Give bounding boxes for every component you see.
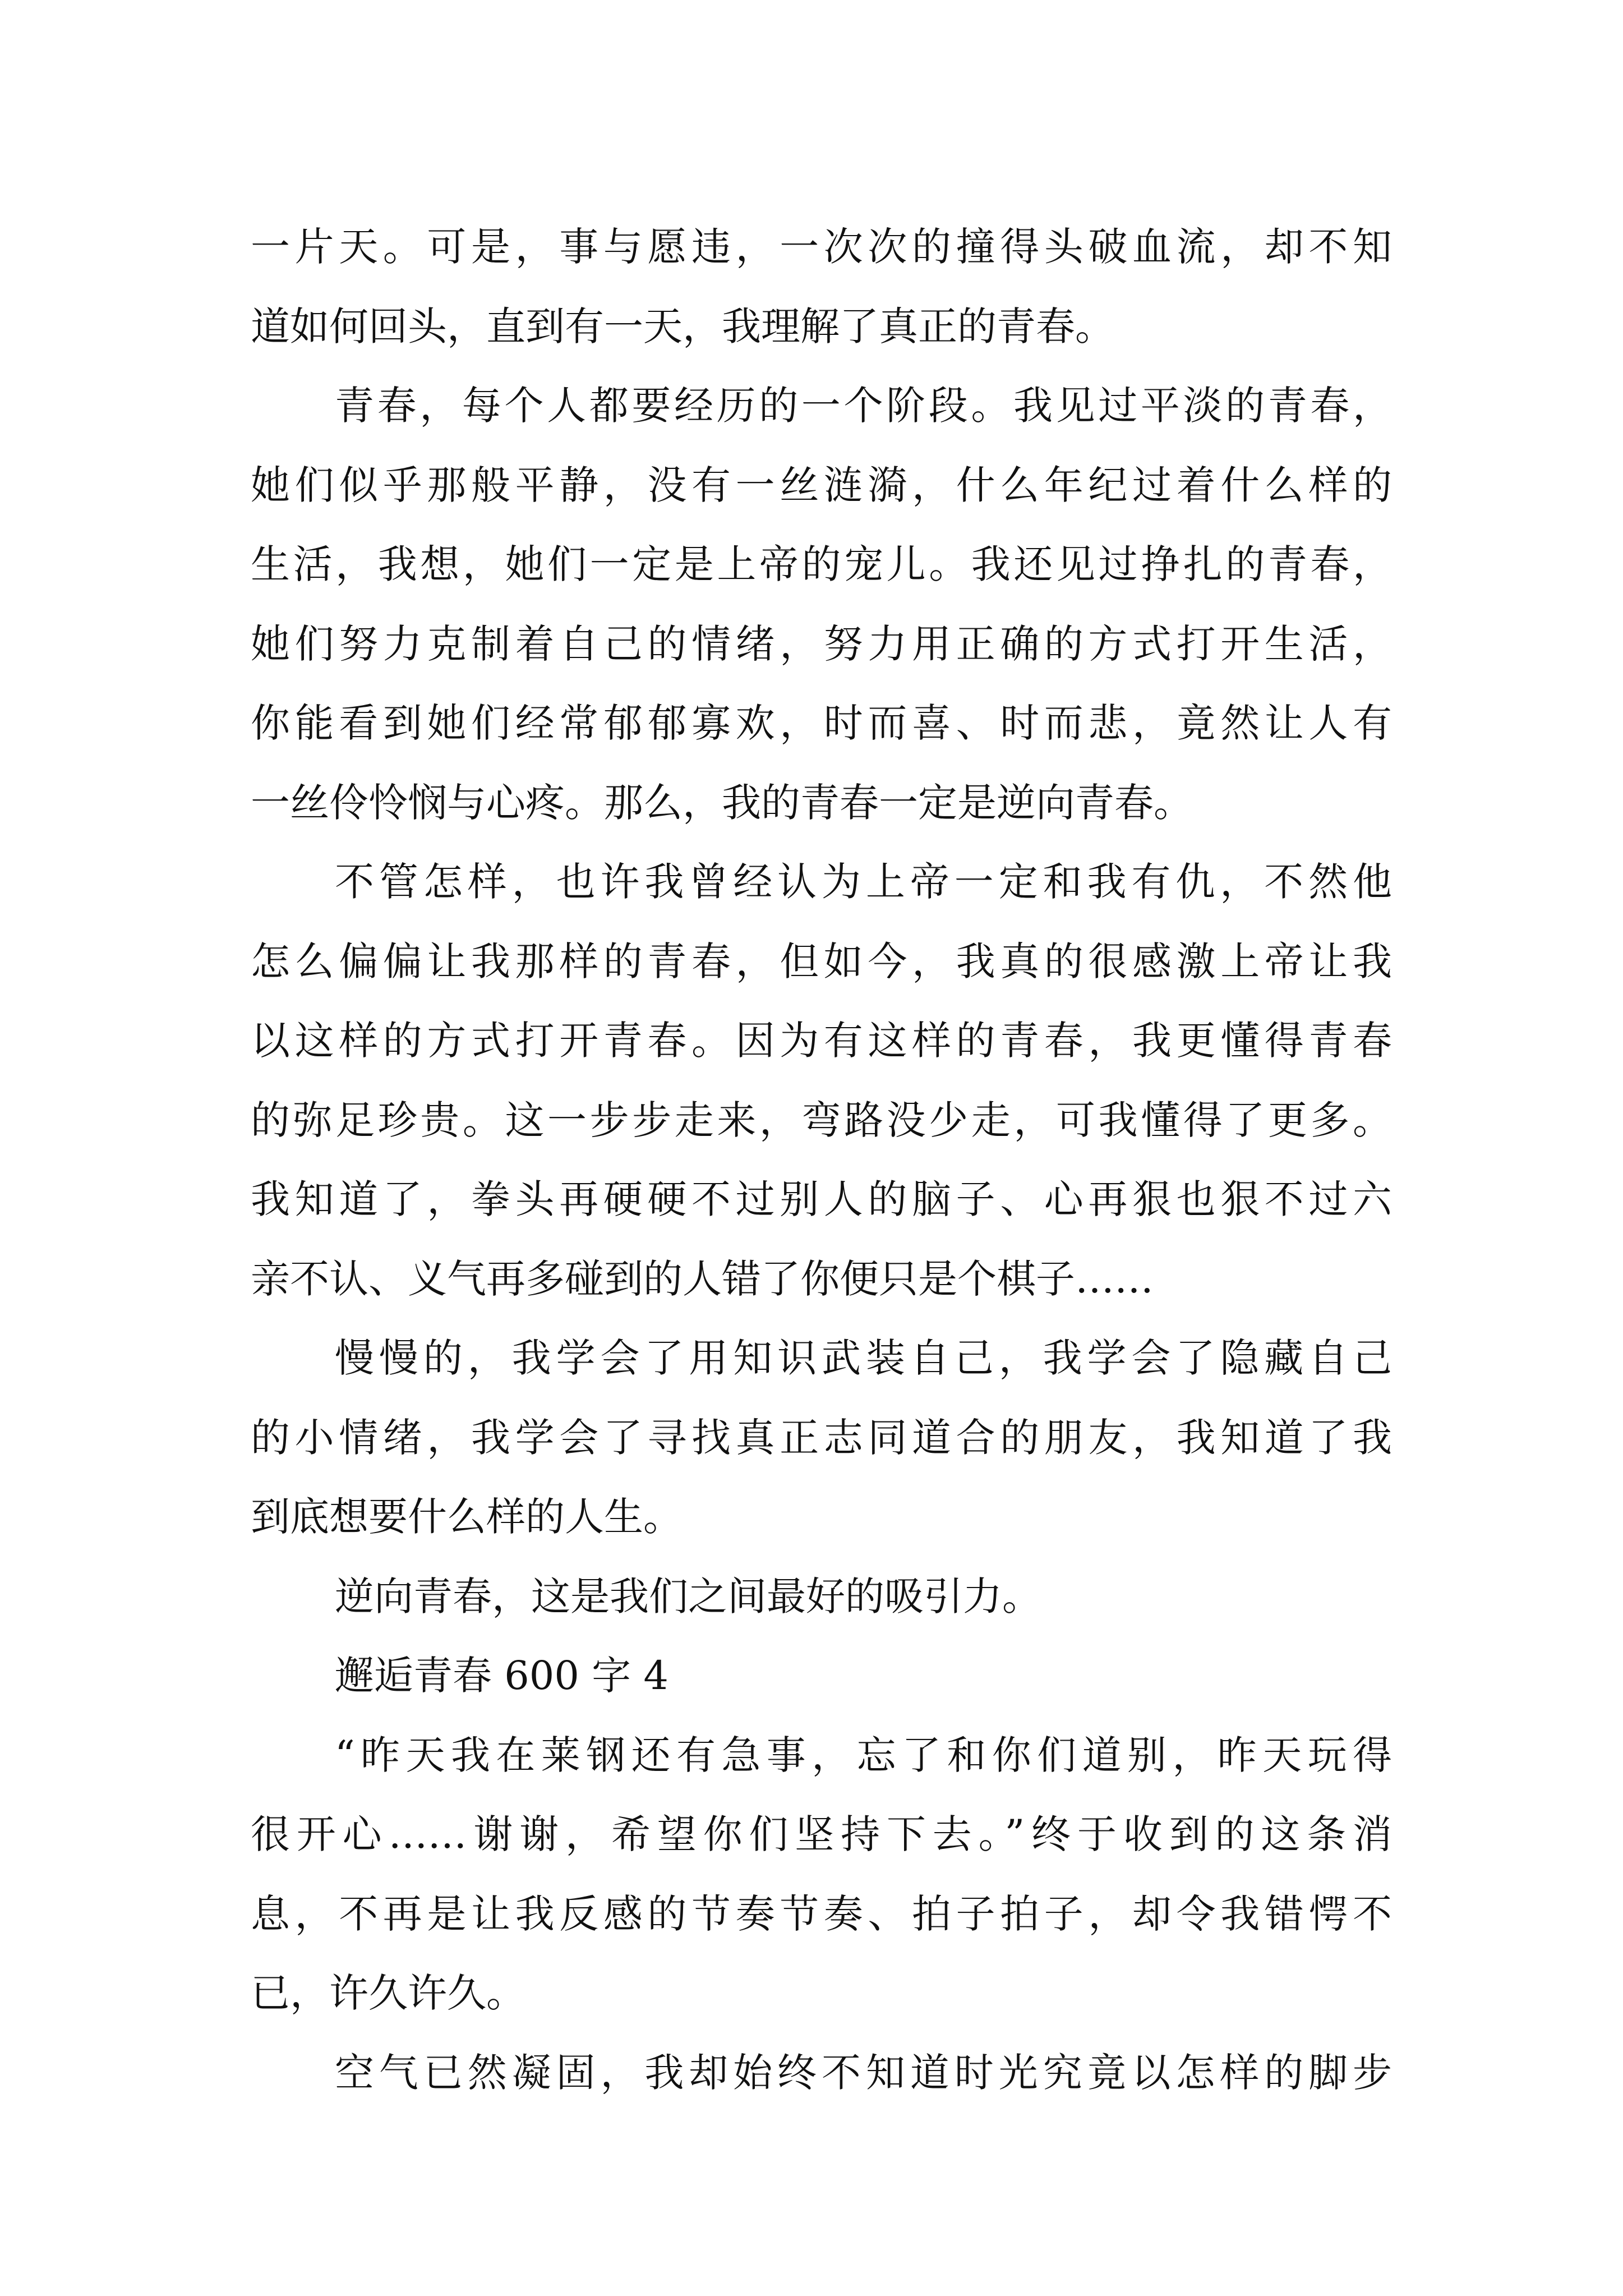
text-line: 她们似乎那般平静，没有一丝涟漪，什么年纪过着什么样的 (251, 462, 1392, 508)
text-line: 青春，每个人都要经历的一个阶段。我见过平淡的青春， (335, 383, 1392, 429)
text-line: 息，不再是让我反感的节奏节奏、拍子拍子，却令我错愕不 (251, 1890, 1392, 1937)
text-line: 我知道了，拳头再硬硬不过别人的脑子、心再狠也狠不过六 (251, 1176, 1392, 1222)
text-line: 一片天。可是，事与愿违，一次次的撞得头破血流，却不知 (251, 224, 1392, 270)
text-line: 亲不认、义气再多碰到的人错了你便只是个棋子…… (251, 1255, 1154, 1302)
text-line: 的小情绪，我学会了寻找真正志同道合的朋友，我知道了我 (251, 1414, 1392, 1461)
text-line: 空气已然凝固，我却始终不知道时光究竟以怎样的脚步 (335, 2049, 1392, 2096)
text-line: 到底想要什么样的人生。 (251, 1494, 683, 1540)
text-line: 不管怎样，也许我曾经认为上帝一定和我有仇，不然他 (335, 859, 1392, 905)
text-line: 的弥足珍贵。这一步步走来，弯路没少走，可我懂得了更多。 (251, 1097, 1392, 1143)
text-line: 生活，我想，她们一定是上帝的宠儿。我还见过挣扎的青春， (251, 541, 1392, 587)
text-line: 怎么偏偏让我那样的青春，但如今，我真的很感激上帝让我 (251, 938, 1392, 984)
text-line: 很开心……谢谢，希望你们坚持下去。”终于收到的这条消 (251, 1811, 1392, 1857)
text-line: 你能看到她们经常郁郁寡欢，时而喜、时而悲，竟然让人有 (251, 700, 1392, 746)
text-line: 逆向青春，这是我们之间最好的吸引力。 (335, 1573, 1041, 1619)
text-line: “昨天我在莱钢还有急事，忘了和你们道别，昨天玩得 (335, 1732, 1392, 1778)
text-line: 已，许久许久。 (251, 1970, 525, 2016)
text-line: 邂逅青春 600 字 4 (335, 1653, 668, 1699)
text-line: 一丝伶怜悯与心疼。那么，我的青春一定是逆向青春。 (251, 779, 1193, 826)
text-line: 她们努力克制着自己的情绪，努力用正确的方式打开生活， (251, 620, 1392, 667)
text-line: 以这样的方式打开青春。因为有这样的青春，我更懂得青春 (251, 1018, 1392, 1064)
text-line: 道如何回头，直到有一天，我理解了真正的青春。 (251, 303, 1114, 349)
document-body (251, 208, 1392, 2113)
text-line: 慢慢的，我学会了用知识武装自己，我学会了隐藏自己 (335, 1335, 1392, 1381)
